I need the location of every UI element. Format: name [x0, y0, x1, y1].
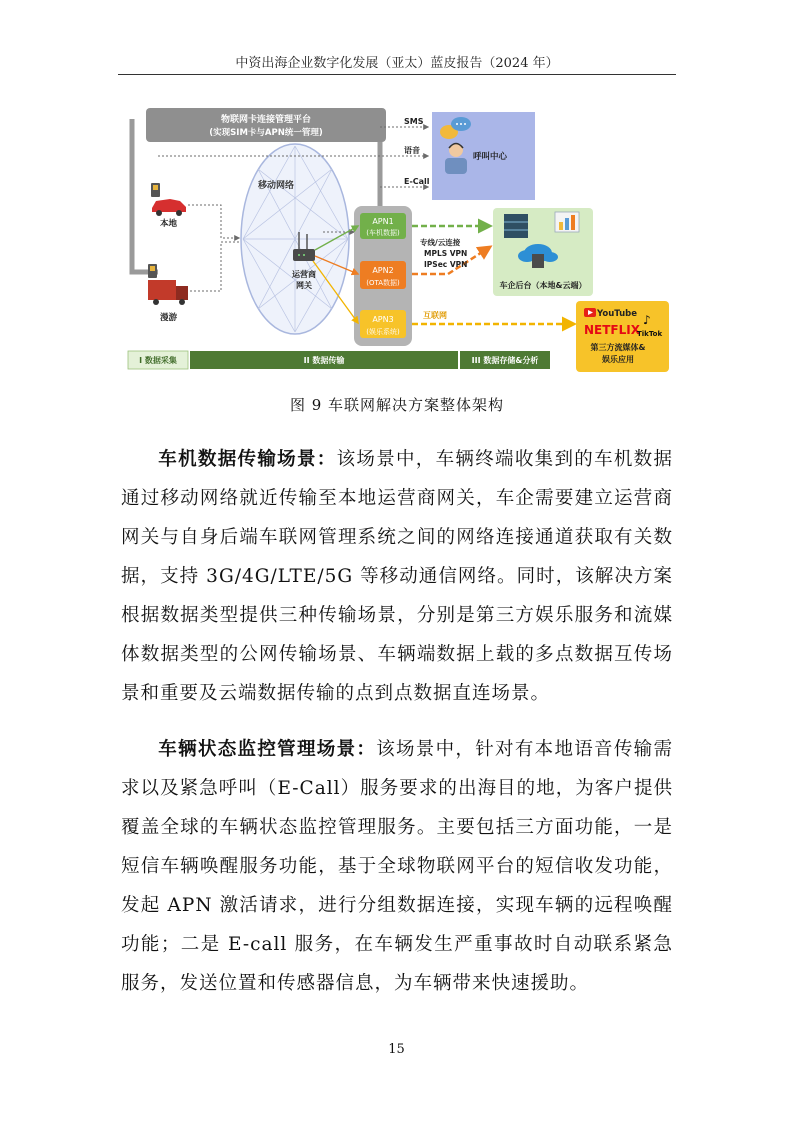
mobile-network-label: 移动网络 [257, 181, 295, 191]
apn1-label: APN1 [372, 217, 394, 226]
paragraph-text: 该场景中，针对有本地语音传输需求以及紧急呼叫（E-Call）服务要求的出海目的地，为客户提供覆盖全球的车辆状态监控管理服务。主要包括三方面功能，一是短信车辆唤醒服务功能，基于全球物联网平台的短信收发功能，发起 APN 激活请求，进行分组数据连接，实现车辆的远程唤醒功能；二是 E-call 服务，在车辆发生严重事故时自动联系紧急服务，发送位置和传感器信息，为车辆带来快速援助。 [121, 739, 673, 994]
voice-label: 语音 [404, 146, 420, 155]
paragraph-vehicle-data [121, 440, 673, 713]
tiktok-icon: ♪ [643, 313, 651, 327]
architecture-diagram [118, 104, 676, 376]
stage2-label: II 数据传输 [303, 356, 345, 365]
analytics-icon [555, 212, 579, 232]
page-number: 15 [388, 1042, 405, 1057]
stage3-label: III 数据存储&分析 [471, 356, 539, 365]
roaming-label: 漫游 [160, 313, 178, 323]
tiktok-label: TikTok [637, 330, 663, 338]
server-icon [504, 214, 528, 238]
mpls-label: MPLS VPN [424, 249, 468, 258]
ipsec-label: IPSec VPN [424, 260, 468, 269]
ecall-label: E-Call [404, 177, 430, 186]
figure-caption: 图 9 车联网解决方案整体架构 [289, 396, 505, 414]
paragraph-heading: 车辆状态监控管理场景： [158, 739, 377, 760]
paragraph-text: 该场景中，车辆终端收集到的车机数据通过移动网络就近传输至本地运营商网关，车企需要建立运营商网关与自身后端车联网管理系统之间的网络连接通道获取有关数据，支持 3G/4G/LTE/5G 等移动通信网络。同时，该解决方案根据数据类型提供三种传输场景，分别是第三方娱乐服务和流媒体数据类型的公网传输场景、车辆端数据上载的多点数据互传场景和重要及云端数据传输的点到点数据直连场景。 [121, 449, 673, 704]
sms-label: SMS [404, 117, 424, 126]
truck-icon [148, 264, 188, 305]
header-rule [118, 74, 676, 75]
netflix-label: NETFLIX [584, 323, 640, 337]
apn2-label: APN2 [372, 266, 394, 275]
page-header: 中资出海企业数字化发展（亚太）蓝皮报告（2024 年） [235, 56, 559, 71]
car-icon [151, 183, 186, 216]
paragraph-heading: 车机数据传输场景： [158, 449, 337, 470]
platform-title: 物联网卡连接管理平台 [220, 115, 312, 125]
youtube-icon [584, 308, 596, 317]
local-label: 本地 [160, 219, 178, 229]
stage1-label: I 数据采集 [139, 356, 177, 365]
apn2-sublabel: (OTA数据) [366, 279, 400, 287]
streaming-label-line1: 第三方流媒体& [590, 343, 646, 352]
dedicated-line-label: 专线/云连接 [420, 238, 461, 247]
apn1-sublabel: (车机数据) [366, 229, 400, 237]
paragraph-vehicle-monitoring [121, 730, 673, 1003]
apn3-sublabel: (娱乐系统) [366, 328, 400, 336]
platform-subtitle: (实现SIM卡与APN统一管理) [209, 128, 323, 138]
apn3-label: APN3 [372, 315, 394, 324]
internet-label: 互联网 [423, 311, 447, 320]
call-center-label: 呼叫中心 [473, 152, 508, 162]
gateway-label-line1: 运营商 [292, 270, 316, 279]
youtube-label: YouTube [597, 309, 638, 319]
gateway-label-line2: 网关 [296, 281, 312, 290]
backend-label: 车企后台（本地&云端） [499, 281, 587, 290]
streaming-label-line2: 娱乐应用 [602, 355, 634, 364]
